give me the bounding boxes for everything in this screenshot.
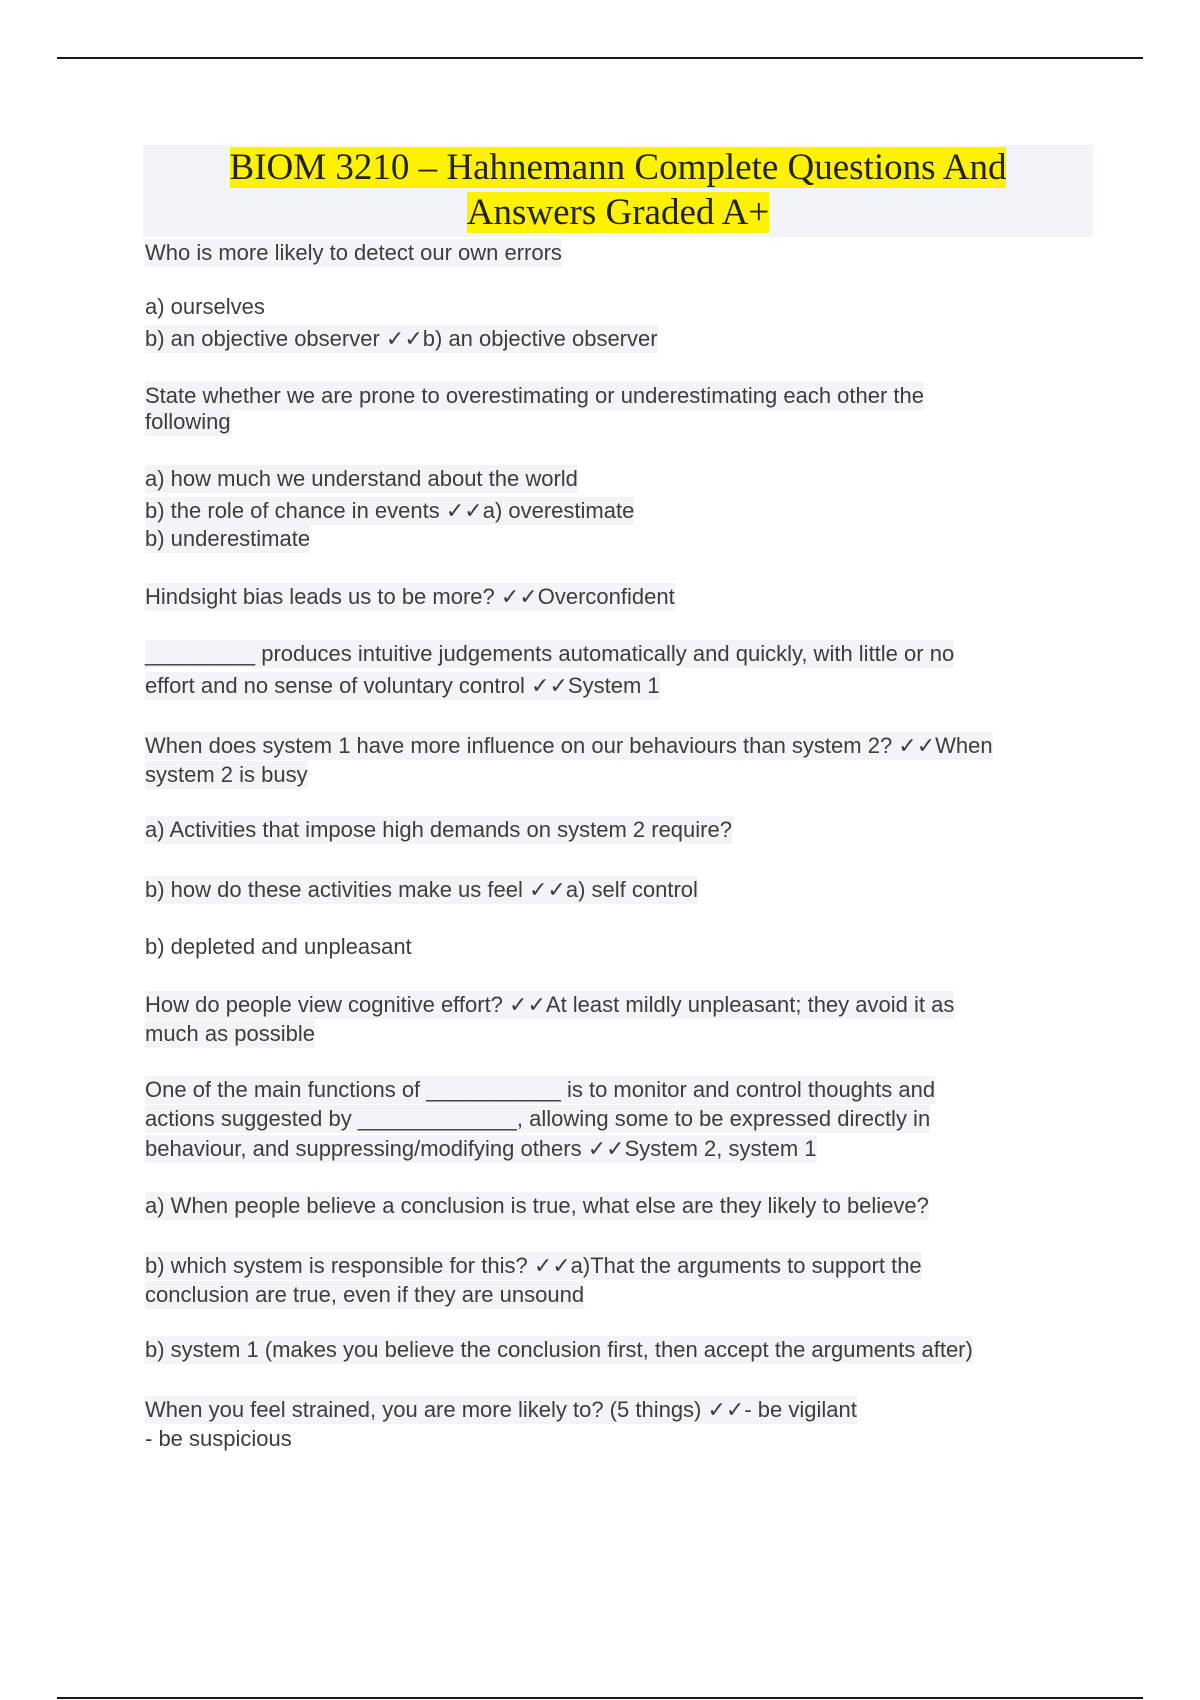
text-line: actions suggested by _____________, allowing some to be expressed directly in: [145, 1106, 931, 1131]
text-line: When does system 1 have more influence on our behaviours than system 2? ✓✓When: [145, 733, 993, 758]
text-line: b) which system is responsible for this? ✓✓a)That the arguments to support the: [145, 1253, 922, 1278]
text-line: a) When people believe a conclusion is true, what else are they likely to believe?: [145, 1193, 929, 1218]
text-line: effort and no sense of voluntary control ✓✓System 1: [145, 673, 660, 698]
text-line: a) how much we understand about the world: [145, 466, 578, 491]
text-line: a) ourselves: [145, 294, 265, 319]
text-line: b) an objective observer ✓✓b) an objective observer: [145, 326, 658, 351]
text-line: conclusion are true, even if they are unsound: [145, 1282, 585, 1307]
document-title: [143, 145, 1093, 237]
bottom-rule: [57, 1697, 1143, 1699]
text-line: _________ produces intuitive judgements automatically and quickly, with little or no: [145, 641, 955, 666]
text-line: Who is more likely to detect our own errors: [145, 240, 562, 265]
text-line: One of the main functions of ___________ is to monitor and control thoughts and: [145, 1077, 936, 1102]
text-line: b) underestimate: [145, 526, 311, 551]
text-line: a) Activities that impose high demands on system 2 require?: [145, 817, 732, 842]
text-line: much as possible: [145, 1021, 315, 1046]
text-line: b) the role of chance in events ✓✓a) overestimate: [145, 498, 635, 523]
text-line: b) how do these activities make us feel ✓✓a) self control: [145, 877, 698, 902]
text-line: b) depleted and unpleasant: [145, 934, 412, 959]
text-line: behaviour, and suppressing/modifying others ✓✓System 2, system 1: [145, 1136, 817, 1161]
title-line-1: BIOM 3210 – Hahnemann Complete Questions And: [229, 147, 1007, 188]
text-line: How do people view cognitive effort? ✓✓At least mildly unpleasant; they avoid it as: [145, 992, 955, 1017]
text-line: b) system 1 (makes you believe the conclusion first, then accept the arguments after): [145, 1337, 973, 1362]
text-line: following: [145, 409, 231, 434]
text-line: Hindsight bias leads us to be more? ✓✓Overconfident: [145, 584, 675, 609]
text-line: When you feel strained, you are more likely to? (5 things) ✓✓- be vigilant: [145, 1397, 857, 1422]
top-rule: [57, 57, 1143, 59]
text-line: - be suspicious: [145, 1426, 292, 1451]
text-line: system 2 is busy: [145, 762, 308, 787]
title-line-2: Answers Graded A+: [466, 192, 770, 233]
text-line: State whether we are prone to overestimating or underestimating each other the: [145, 383, 925, 408]
